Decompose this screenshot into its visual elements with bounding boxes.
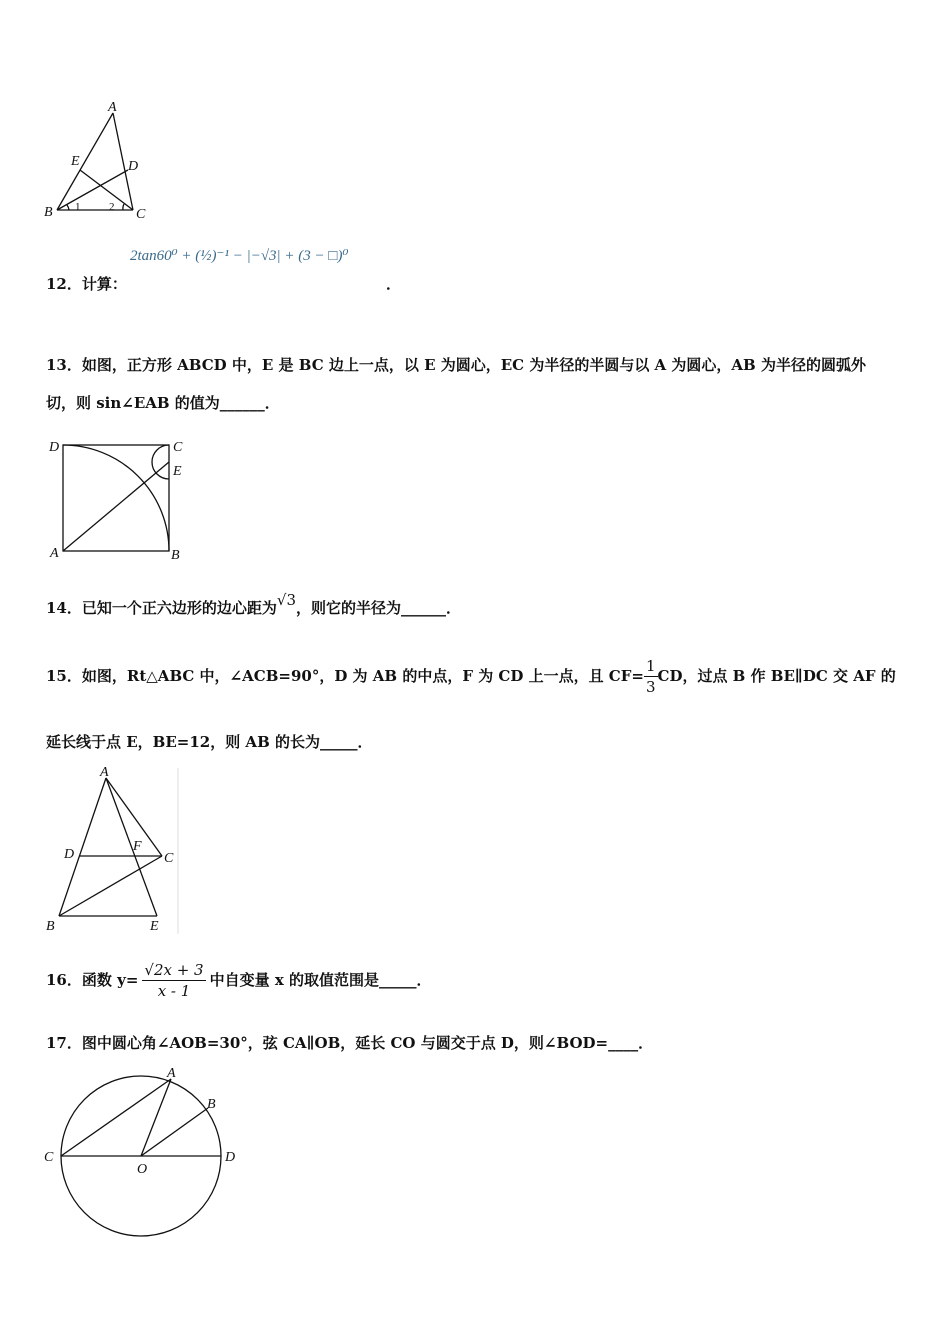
q17-number: 17． (46, 1034, 82, 1052)
q15-label-E: E (150, 919, 159, 934)
q13-line1: 如图，正方形 ABCD 中，E 是 BC 边上一点，以 E 为圆心，EC 为半径的半圆与以 A 为圆心，AB 为半径的圆弧外 (81, 356, 866, 374)
q15-label-B: B (46, 919, 55, 934)
q14-after: ，则它的半径为______． (296, 599, 462, 617)
q15-frac-den: 3 (645, 677, 656, 696)
figure-circle-q17 (40, 1064, 250, 1244)
q16-after: 中自变量 x 的取值范围是_____． (209, 971, 432, 989)
q13-label-A: A (50, 546, 59, 561)
q15-label-F: F (133, 839, 142, 854)
q15-label-D: D (64, 847, 75, 862)
angle-2-label: 2 (109, 201, 115, 213)
q14-radical: √3 (276, 591, 296, 609)
q17-label-D: D (225, 1150, 236, 1165)
q17-label-O: O (137, 1162, 148, 1177)
label-A: A (108, 100, 117, 115)
q15-label-A: A (100, 765, 109, 780)
q13-label-C: C (173, 440, 183, 455)
q17-label-B: B (207, 1097, 216, 1112)
q12-formula: 2tan60⁰ + (½)⁻¹ − |−√3| + (3 − □)⁰ (130, 248, 349, 264)
q16-fraction (142, 960, 205, 1001)
question-15-line2: 延长线于点 E，BE=12，则 AB 的长为_____． (46, 733, 373, 751)
label-B: B (44, 205, 53, 220)
question-13-line1 (46, 355, 866, 375)
label-D: D (128, 159, 139, 174)
question-17 (46, 1033, 653, 1053)
question-13-line2: 切，则 sin∠EAB 的值为______． (46, 394, 280, 412)
q13-label-E: E (173, 464, 182, 479)
label-C: C (136, 207, 146, 222)
question-12 (46, 274, 127, 294)
question-14 (46, 591, 462, 618)
q13-label-D: D (49, 440, 60, 455)
q15-fraction (644, 656, 658, 697)
angle-1-label: 1 (75, 201, 81, 213)
q13-label-B: B (171, 548, 180, 563)
q14-before: 已知一个正六边形的边心距为 (81, 599, 277, 617)
question-16 (46, 950, 432, 1010)
q16-number: 16． (46, 971, 82, 989)
question-15-line1 (46, 646, 896, 706)
label-E: E (71, 154, 80, 169)
figure-square-abcd (45, 435, 195, 565)
q14-number: 14． (46, 599, 82, 617)
q13-number: 13． (46, 356, 82, 374)
q16-frac-den: x - 1 (157, 981, 191, 1000)
q12-number: 12． (46, 275, 82, 293)
figure-triangle-q15 (44, 764, 194, 939)
q16-frac-num: √2x + 3 (144, 960, 204, 979)
q17-label-A: A (167, 1066, 176, 1081)
q12-text: 计算： (81, 275, 127, 293)
q17-label-C: C (44, 1150, 54, 1165)
figure-triangle-abc (40, 100, 160, 225)
q15-label-C: C (164, 851, 174, 866)
q12-end: ． (386, 275, 402, 293)
q15-before: 如图，Rt△ABC 中，∠ACB=90°，D 为 AB 的中点，F 为 CD 上一点，且 CF= (81, 667, 644, 685)
q15-number: 15． (46, 667, 82, 685)
q17-text: 图中圆心角∠AOB=30°，弦 CA∥OB，延长 CO 与圆交于点 D，则∠BOD=____． (81, 1034, 654, 1052)
q16-before: 函数 y= (81, 971, 139, 989)
q15-frac-num: 1 (645, 656, 656, 675)
q15-after: CD，过点 B 作 BE∥DC 交 AF 的 (657, 667, 896, 685)
